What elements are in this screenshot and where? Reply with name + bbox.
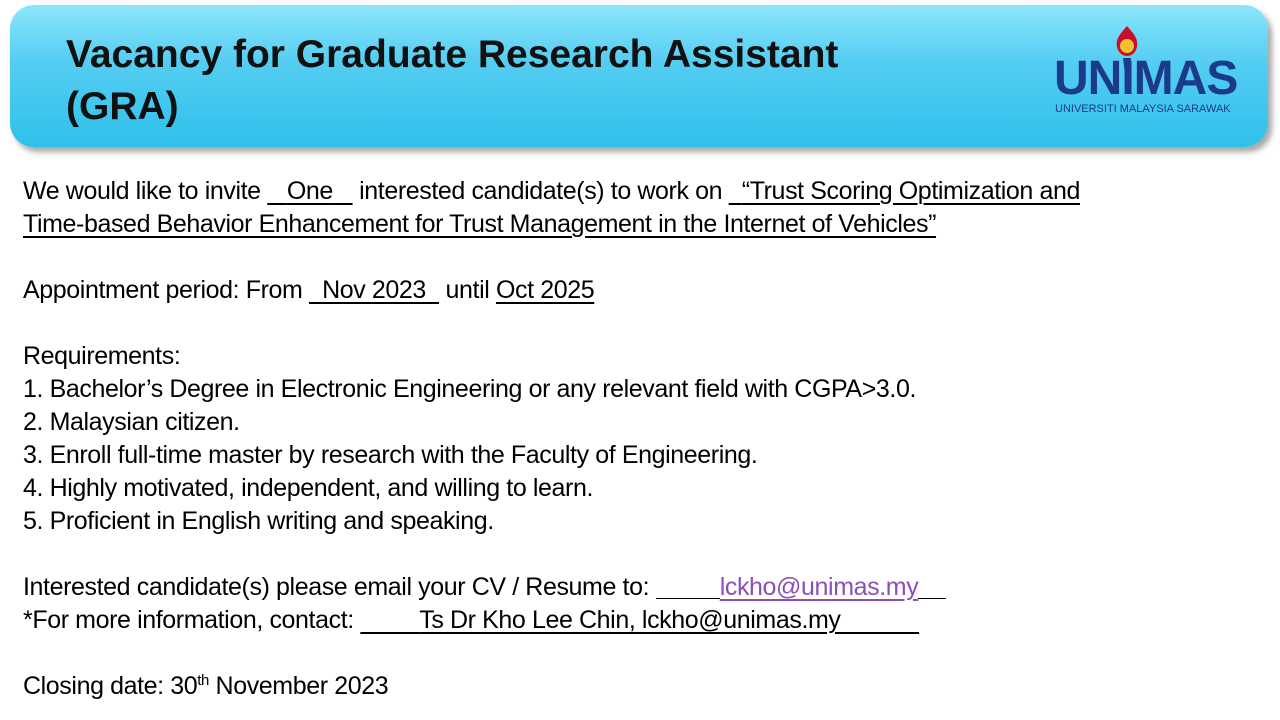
contact-person: Ts Dr Kho Lee Chin, lckho@unimas.my bbox=[419, 606, 841, 634]
project-title-line-1: “Trust Scoring Optimization and bbox=[741, 177, 1080, 205]
contact-line: *For more information, contact: Ts Dr Kho Lee Chin, lckho@unimas.my bbox=[23, 604, 1263, 637]
requirements-heading: Requirements: bbox=[23, 342, 181, 370]
logo-subtext: UNIVERSITI MALAYSIA SARAWAK bbox=[1055, 103, 1231, 115]
unimas-logo bbox=[1052, 24, 1248, 120]
appointment-from: Nov 2023 bbox=[322, 276, 426, 304]
appointment-until: Oct 2025 bbox=[495, 276, 595, 304]
requirement-item: 5. Proficient in English writing and speaking. bbox=[23, 507, 494, 535]
project-title-line-2: Time-based Behavior Enhancement for Trust Management in the Internet of Vehicles” bbox=[23, 210, 937, 238]
invite-line-1: We would like to invite One interested candidate(s) to work on “Trust Scoring Optimization and bbox=[23, 177, 1080, 205]
requirement-item: 1. Bachelor’s Degree in Electronic Engineering or any relevant field with CGPA>3.0. bbox=[23, 375, 916, 403]
page-title bbox=[66, 29, 966, 133]
requirement-item: 4. Highly motivated, independent, and willing to learn. bbox=[23, 474, 594, 502]
email-link[interactable]: lckho@unimas.my bbox=[719, 573, 919, 601]
requirement-item: 2. Malaysian citizen. bbox=[23, 408, 240, 436]
header-banner bbox=[10, 5, 1268, 147]
candidate-count: One bbox=[286, 177, 333, 205]
logo-wordmark: UNIMAS bbox=[1054, 52, 1238, 105]
title-line-1: Vacancy for Graduate Research Assistant bbox=[66, 33, 839, 76]
appointment-period: Appointment period: From Nov 2023 until Oct 2025 bbox=[23, 276, 595, 304]
invite-line-2 bbox=[23, 208, 1263, 241]
email-line: Interested candidate(s) please email your CV / Resume to: lckho@unimas.my bbox=[23, 571, 1263, 604]
closing-date: Closing date: 30th November 2023 bbox=[23, 672, 389, 700]
requirement-item: 3. Enroll full-time master by research with the Faculty of Engineering. bbox=[23, 441, 758, 469]
title-line-2: (GRA) bbox=[66, 85, 179, 128]
vacancy-body bbox=[23, 175, 1263, 703]
